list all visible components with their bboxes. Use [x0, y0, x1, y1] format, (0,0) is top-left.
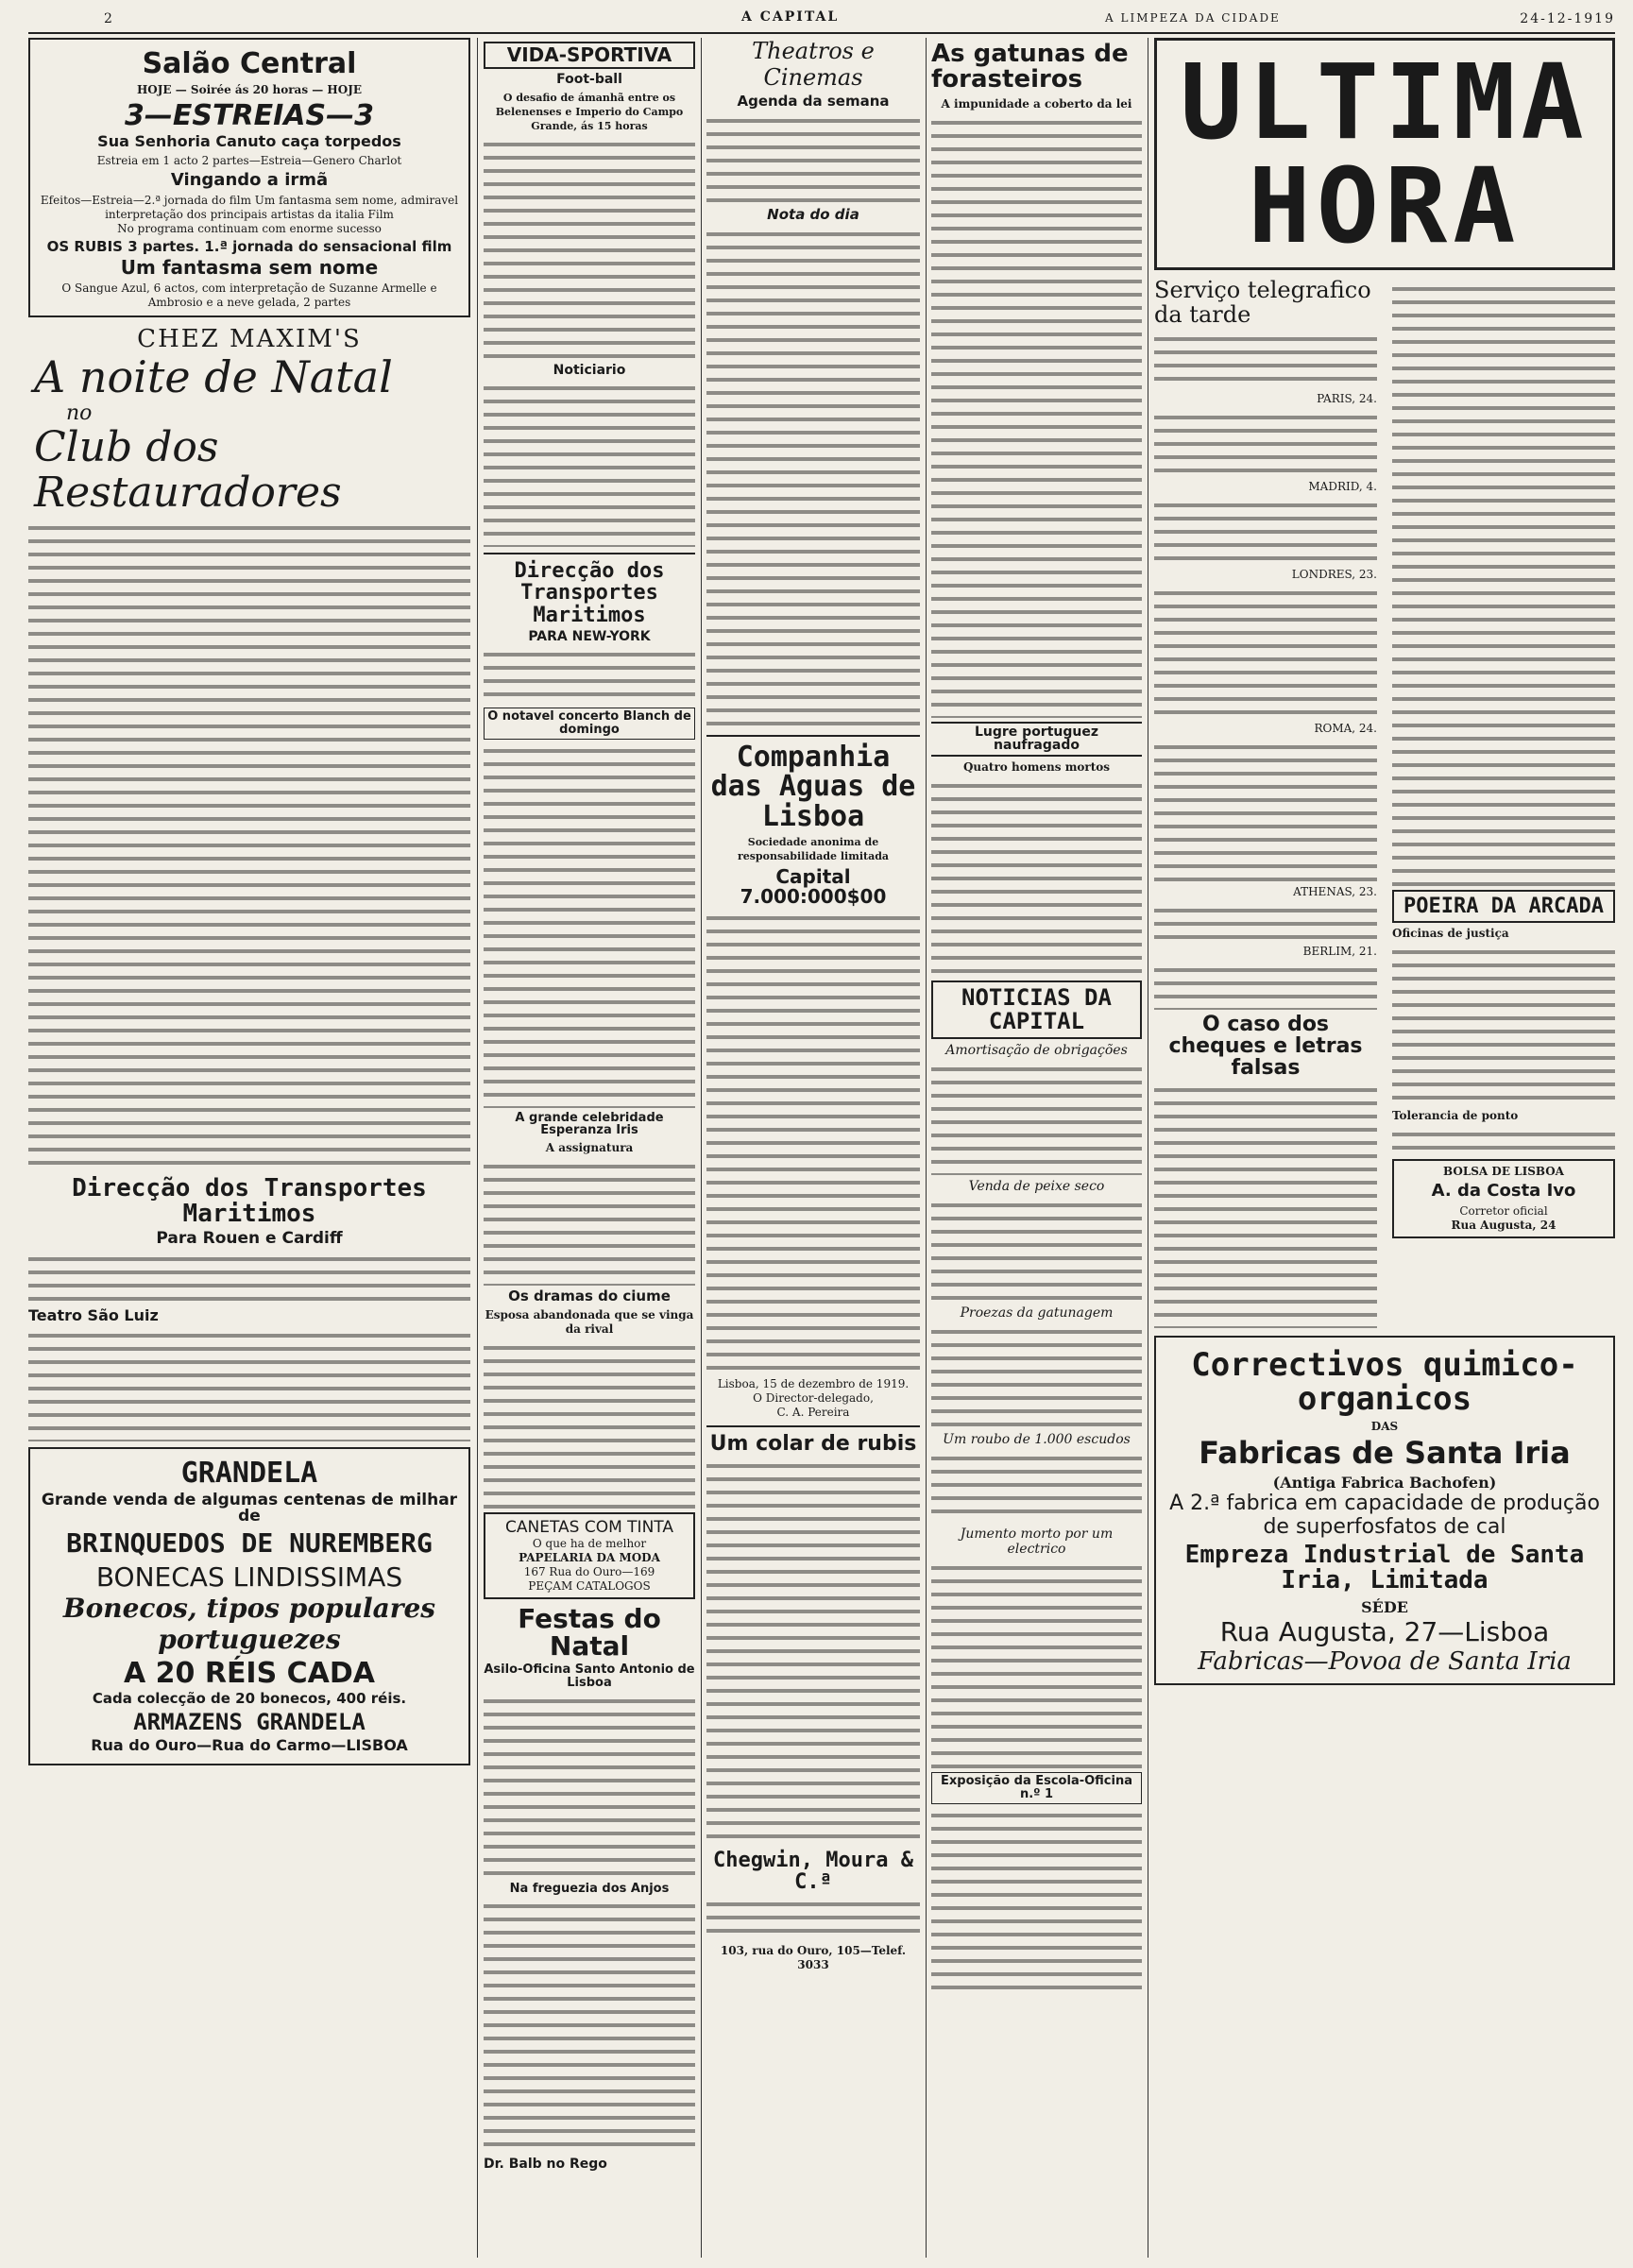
- freguesia-anjos: Na freguezia dos Anjos: [509, 1881, 670, 1896]
- chez-maxims: CHEZ MAXIM'S: [137, 325, 362, 354]
- bonecos: Bonecos, tipos populares portuguezes: [62, 1592, 436, 1655]
- fantasma: Um fantasma sem nome: [120, 256, 379, 280]
- assignatura: A assignatura: [545, 1140, 634, 1154]
- article-body: [484, 1340, 695, 1509]
- article-body: [1154, 410, 1377, 476]
- column-5: [1154, 38, 1615, 2258]
- article-body: [931, 1808, 1142, 1997]
- servico-telegrafico: Serviço telegrafico da tarde: [1154, 277, 1371, 329]
- football-title: Foot-ball: [556, 72, 622, 87]
- article-body: [931, 1560, 1142, 1768]
- nota-do-dia: Nota do dia: [767, 205, 859, 223]
- papelaria-addr: 167 Rua do Ouro—169: [523, 1564, 655, 1578]
- divider: [706, 735, 920, 737]
- dateline-berlim: BERLIM, 21.: [1302, 944, 1377, 958]
- festas-natal: Festas do Natal: [518, 1602, 661, 1663]
- lugre-sub: Quatro homens mortos: [962, 759, 1111, 774]
- wire-column: [1154, 278, 1377, 1332]
- article-body: [484, 1159, 695, 1286]
- dateline-athenas: ATHENAS, 23.: [1293, 884, 1377, 898]
- article-body: [1154, 963, 1377, 1010]
- das: DAS: [1370, 1420, 1399, 1434]
- article-body: [931, 1324, 1142, 1428]
- director: O Director-delegado,: [753, 1391, 874, 1405]
- paper-title: A CAPITAL: [741, 9, 840, 25]
- para-ny: PARA NEW-YORK: [528, 628, 651, 644]
- article-body: [706, 227, 920, 729]
- article-body: [484, 743, 695, 1108]
- vida-sportiva: VIDA-SPORTIVA: [484, 42, 695, 69]
- noticiario: Noticiario: [553, 362, 626, 378]
- article-body: [1154, 586, 1377, 718]
- theatre-name: Salão Central: [142, 47, 357, 80]
- amortisacao: Amortisação de obrigações: [945, 1043, 1128, 1059]
- grandela-ad: [28, 1447, 470, 1765]
- article-body: [1392, 1127, 1615, 1155]
- article-body: [931, 778, 1142, 977]
- article-body: [1154, 903, 1377, 941]
- vingando-sub: Efeitos—Estreia—2.ª jornada do film Um fantasma sem nome, admiravel interpretação dos principais artistas da italia Film: [40, 193, 459, 221]
- venda-peixe: Venda de peixe seco: [968, 1179, 1105, 1195]
- gatunas-title: As gatunas de forasteiros: [931, 40, 1129, 94]
- sociedade: Sociedade anonima de responsabilidade limitada: [737, 836, 890, 862]
- article-body: [1392, 281, 1615, 886]
- dateline-londres: LONDRES, 23.: [1291, 567, 1377, 581]
- article-body: [1154, 498, 1377, 564]
- bolsa-lisboa: BOLSA DE LISBOA: [1443, 1165, 1564, 1179]
- right-subcolumn: [1392, 278, 1615, 1244]
- lugre-title: Lugre portuguez naufragado: [931, 722, 1142, 757]
- article-body: [484, 647, 695, 704]
- gatunas-sub: A impunidade a coberto da lei: [941, 96, 1132, 111]
- chegwin-addr: 103, rua do Ouro, 105—Telef. 3033: [720, 1944, 907, 1972]
- article-body: [484, 1694, 695, 1879]
- canetas-ad: [484, 1512, 695, 1599]
- bolsa-addr: Rua Augusta, 24: [1451, 1218, 1556, 1232]
- colar-rubis: Um colar de rubis: [709, 1432, 917, 1456]
- column-1: [28, 38, 470, 2258]
- vingando: Vingando a irmã: [170, 169, 329, 190]
- column-rule: [701, 38, 702, 2258]
- article-body: [484, 137, 695, 360]
- column-rule: [477, 38, 478, 2258]
- notavel-concerto: O notavel concerto Blanch de domingo: [484, 708, 695, 739]
- divider: [484, 553, 695, 554]
- grandela: GRANDELA: [180, 1457, 318, 1491]
- empresa: Empreza Industrial de Santa Iria, Limitada: [1184, 1541, 1585, 1595]
- roubo: Um roubo de 1.000 escudos: [943, 1432, 1131, 1448]
- fabricas-santa-iria: Fabricas de Santa Iria: [1199, 1435, 1571, 1472]
- football-sub: O desafio de ámanhã entre os Belenenses e Imperio do Campo Grande, ás 15 horas: [495, 91, 684, 132]
- exposicao: Exposição da Escola-Oficina n.º 1: [931, 1772, 1142, 1803]
- fabricas-loc: Fabricas—Povoa de Santa Iria: [1198, 1646, 1572, 1676]
- rua-ouro: Rua do Ouro—Rua do Carmo—LISBOA: [91, 1736, 408, 1755]
- rua-augusta: Rua Augusta, 27—Lisboa: [1219, 1615, 1550, 1647]
- dr-balbino: Dr. Balb no Rego: [484, 2157, 607, 2173]
- canetas: CANETAS COM TINTA: [505, 1517, 673, 1537]
- antiga-fabrica: (Antiga Fabrica Bachofen): [1272, 1474, 1497, 1492]
- page-number: 2: [104, 11, 114, 26]
- article-body: [1154, 1083, 1377, 1328]
- article-body: [931, 1198, 1142, 1302]
- segunda-fabrica: A 2.ª fabrica em capacidade de produção de superfosfatos de cal: [1169, 1492, 1600, 1540]
- jumento: Jumento morto por um electrico: [960, 1526, 1114, 1558]
- article-body: [28, 520, 470, 1172]
- chegwin: Chegwin, Moura & C.ª: [713, 1849, 913, 1895]
- catalogos: PEÇAM CATALOGOS: [528, 1578, 651, 1593]
- santa-iria-ad: [1154, 1336, 1615, 1685]
- papelaria: PAPELARIA DA MODA: [519, 1550, 660, 1564]
- estreias: 3—ESTREIAS—3: [125, 98, 374, 132]
- direcao-dest: Para Rouen e Cardiff: [156, 1229, 343, 1249]
- director-name: C. A. Pereira: [776, 1406, 850, 1419]
- bonecas: BONECAS LINDISSIMAS: [95, 1560, 403, 1593]
- os-rubis: OS RUBIS 3 partes. 1.ª jornada do sensacional film: [46, 237, 452, 255]
- noite-natal: A noite de Natal: [34, 351, 393, 403]
- grandela-sub: Grande venda de algumas centenas de milhar de: [41, 1490, 458, 1526]
- lisboa-date: Lisboa, 15 de dezembro de 1919.: [717, 1377, 910, 1390]
- article-body: [1392, 945, 1615, 1105]
- program-1: Sua Senhoria Canuto caça torpedos: [97, 132, 401, 150]
- sede: SÉDE: [1361, 1597, 1408, 1616]
- caso-cheques: O caso dos cheques e letras falsas: [1168, 1012, 1363, 1080]
- article-body: [931, 1062, 1142, 1175]
- tolerancia: Tolerancia de ponto: [1392, 1109, 1519, 1123]
- colecao: Cada colecção de 20 bonecos, 400 réis.: [92, 1690, 407, 1708]
- dateline-paris: PARIS, 24.: [1317, 391, 1377, 405]
- article-body: [484, 381, 695, 547]
- oficinas-justica: Oficinas de justiça: [1392, 927, 1509, 941]
- article-body: [706, 113, 920, 204]
- article-body: [931, 115, 1142, 718]
- proezas: Proezas da gatunagem: [960, 1305, 1114, 1322]
- no-word: no: [66, 401, 93, 426]
- article-body: [28, 1252, 470, 1305]
- capital: Capital 7.000:000$00: [740, 865, 887, 908]
- column-3: [706, 38, 920, 2258]
- column-rule: [926, 38, 927, 2258]
- agenda: Agenda da semana: [737, 93, 890, 110]
- column-4: [931, 38, 1142, 2258]
- dateline-roma: ROMA, 24.: [1314, 721, 1377, 735]
- bolsa-ad: [1392, 1159, 1615, 1238]
- preco: A 20 RÉIS CADA: [123, 1656, 375, 1690]
- dramas-ciume: Os dramas do ciume: [508, 1287, 671, 1305]
- no-programa: No programa continuam com enorme sucesso: [117, 221, 382, 235]
- canetas-sub: O que ha de melhor: [532, 1536, 647, 1550]
- program-1-sub: Estreia em 1 acto 2 partes—Estreia—Genero Charlot: [96, 153, 402, 167]
- sangue-azul: O Sangue Azul, 6 actos, com interpretação de Suzanne Armelle e Ambrosio e a neve gelada, 2 partes: [61, 281, 437, 310]
- club-restauradores: Club dos Restauradores: [34, 423, 342, 518]
- article-body: [931, 1451, 1142, 1523]
- companhia-aguas: Companhia das Aguas de Lisboa: [710, 740, 916, 833]
- asilo-oficina: Asilo-Oficina Santo Antonio de Lisboa: [484, 1663, 695, 1691]
- divider: [706, 1425, 920, 1427]
- article-body: [1154, 740, 1377, 881]
- article-body: [484, 1899, 695, 2154]
- armazens: ARMAZENS GRANDELA: [133, 1708, 366, 1735]
- teatro-sao-luiz: Teatro São Luiz: [28, 1306, 159, 1325]
- direcao-title: Direcção dos Transportes Maritimos: [72, 1173, 427, 1229]
- theatros-cinemas: Theatros e Cinemas: [752, 38, 875, 91]
- dateline-madrid: MADRID, 4.: [1308, 479, 1377, 493]
- masthead: [28, 8, 1615, 34]
- corretor: Corretor oficial: [1459, 1203, 1548, 1218]
- esperanza-iris: A grande celebridade Esperanza Iris: [515, 1110, 664, 1138]
- section-banner: A LIMPEZA DA CIDADE: [1105, 11, 1281, 25]
- article-body: [706, 1458, 920, 1846]
- brinquedos: BRINQUEDOS DE NUREMBERG: [66, 1527, 433, 1560]
- noticias-capital: NOTICIAS DA CAPITAL: [931, 981, 1142, 1039]
- issue-date: 24-12-1919: [1520, 11, 1615, 26]
- article-body: [28, 1328, 470, 1441]
- costa-ivo: A. da Costa Ivo: [1431, 1181, 1576, 1202]
- column-2: [484, 38, 695, 2258]
- salao-central-ad: [28, 38, 470, 317]
- article-body: [706, 911, 920, 1373]
- correctivos: Correctivos quimico-organicos: [1191, 1346, 1578, 1418]
- article-body: [706, 1897, 920, 1940]
- dramas-sub: Esposa abandonada que se vinga da rival: [485, 1307, 694, 1336]
- ultima-hora: ULTIMA HORA: [1154, 38, 1615, 270]
- poeira-arcada: POEIRA DA ARCADA: [1392, 890, 1615, 923]
- theatre-tagline: HOJE — Soirée ás 20 horas — HOJE: [136, 82, 363, 96]
- direcao-title-2: Direcção dos Transportes Maritimos: [514, 559, 665, 627]
- article-body: [1154, 332, 1377, 388]
